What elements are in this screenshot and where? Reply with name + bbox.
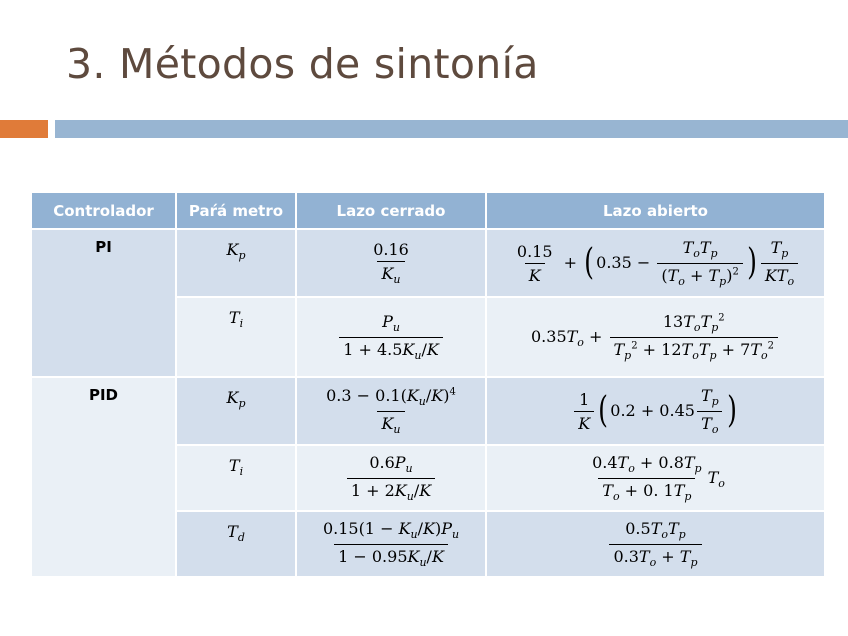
- formula-open-pi-kp: $\frac{0.15}{K}$ + ( 0.35 − $\frac{T_oT_p}{(T_o + T_p)^2}$ ) $\frac{T_p}{KT_o}$: [486, 229, 825, 297]
- formula-closed-pi-ti: $\frac{P_u}{1 + 4.5K_u/K}$: [296, 297, 486, 377]
- accent-bar-orange: [0, 120, 48, 138]
- header-parametro: Paŕá metro: [176, 192, 296, 229]
- param-ti: $T_i$: [176, 445, 296, 511]
- formula-open-pid-td: $\frac{0.5T_oT_p}{0.3T_o + T_p}$: [486, 511, 825, 577]
- table-row: [31, 377, 825, 445]
- param-kp: $K_p$: [176, 229, 296, 297]
- param-ti: $T_i$: [176, 297, 296, 377]
- accent-bar-blue: [55, 120, 848, 138]
- formula-open-pid-ti: $\frac{0.4T_o + 0.8T_p}{T_o + 0. 1T_p}$ $T_o$: [486, 445, 825, 511]
- tuning-table: [30, 191, 826, 578]
- controller-pi: PI: [31, 229, 176, 377]
- header-lazo-abierto: Lazo abierto: [486, 192, 825, 229]
- formula-open-pid-kp: $\frac{1}{K}$ ( 0.2 + 0.45 $\frac{T_p}{T_o}$ ): [486, 377, 825, 445]
- param-td: $T_d$: [176, 511, 296, 577]
- formula-closed-pid-kp: $\frac{0.3 - 0.1(K_u/K)^4}{K_u}$: [296, 377, 486, 445]
- controller-pid: PID: [31, 377, 176, 577]
- param-kp: $K_p$: [176, 377, 296, 445]
- formula-open-pi-ti: $0.35T_o$ + $\frac{13T_oT_p^2}{T_p^2 + 12T_oT_p + 7T_o^2}$: [486, 297, 825, 377]
- formula-closed-pid-ti: $\frac{0.6P_u}{1 + 2K_u/K}$: [296, 445, 486, 511]
- header-lazo-cerrado: Lazo cerrado: [296, 192, 486, 229]
- table-row: [31, 229, 825, 297]
- table-header-row: [31, 192, 825, 229]
- formula-closed-pid-td: $\frac{0.15(1 - K_u/K)P_u}{1 - 0.95K_u/K}$: [296, 511, 486, 577]
- slide-title: 3. Métodos de sintonía: [66, 40, 539, 88]
- formula-closed-pi-kp: $\frac{0.16}{K_u}$: [296, 229, 486, 297]
- header-controlador: Controlador: [31, 192, 176, 229]
